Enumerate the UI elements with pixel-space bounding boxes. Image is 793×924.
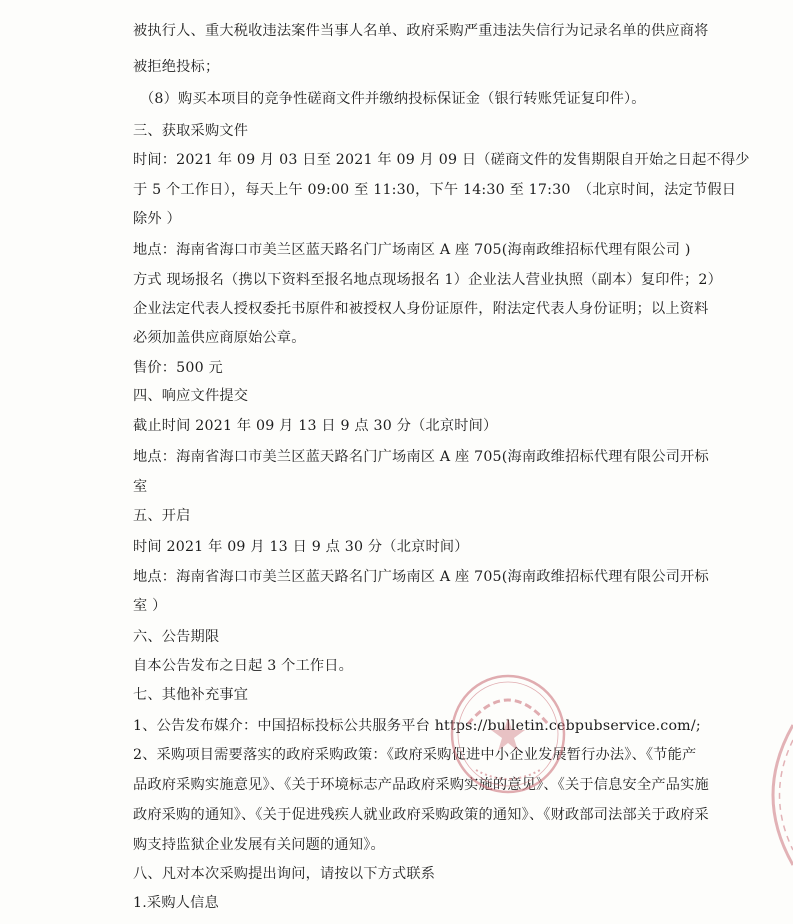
section-heading: 四、响应文件提交 [133, 388, 249, 404]
section-heading: 八、凡对本次采购提出询问，请按以下方式联系 [133, 866, 436, 882]
text-line: 时间 2021 年 09 月 13 日 9 点 30 分（北京时间） [133, 539, 469, 555]
text-line: 室 ） [133, 598, 167, 614]
text-line: 自本公告发布之日起 3 个工作日。 [133, 658, 354, 674]
section-heading: 五、开启 [133, 508, 191, 524]
text-line: 地点：海南省海口市美兰区蓝天路名门广场南区 A 座 705(海南政维招标代理有限公司开标 [133, 569, 709, 585]
section-heading: 七、其他补充事宜 [133, 687, 249, 703]
list-item: （8）购买本项目的竞争性磋商文件并缴纳投标保证金（银行转账凭证复印件）。 [140, 91, 646, 107]
text-line: 被执行人、重大税收违法案件当事人名单、政府采购严重违法失信行为记录名单的供应商将 [133, 23, 709, 39]
text-line: 地点：海南省海口市美兰区蓝天路名门广场南区 A 座 705(海南政维招标代理有限公司 ) [133, 242, 691, 258]
text-line: 政府采购的通知》、《关于促进残疾人就业政府采购政策的通知》、《财政部司法部关于政府采 [133, 807, 709, 823]
text-line: 购支持监狱企业发展有关问题的通知》。 [133, 837, 385, 853]
section-heading: 三、获取采购文件 [133, 123, 249, 139]
text-line: 截止时间 2021 年 09 月 13 日 9 点 30 分（北京时间） [133, 418, 498, 434]
text-line: 售价：500 元 [133, 360, 223, 376]
text-line: 室 [133, 479, 148, 495]
text-line: 1.采购人信息 [133, 895, 219, 911]
text-line: 必须加盖供应商原始公章。 [133, 330, 306, 346]
text-line: 地点：海南省海口市美兰区蓝天路名门广场南区 A 座 705(海南政维招标代理有限公司开标 [133, 449, 709, 465]
text-line: 品政府采购实施意见》、《关于环境标志产品政府采购实施的意见》、《关于信息安全产品实施 [133, 777, 709, 793]
text-line: 1、公告发布媒介：中国招标投标公共服务平台 https://bulletin.cebpubservice.com/; [133, 718, 701, 734]
text-line: 于 5 个工作日），每天上午 09:00 至 11:30，下午 14:30 至 17:30 （北京时间，法定节假日 [133, 182, 737, 198]
text-line: 企业法定代表人授权委托书原件和被授权人身份证原件，附法定代表人身份证明；以上资料 [133, 301, 709, 317]
text-line: 方式 现场报名（携以下资料至报名地点现场报名 1）企业法人营业执照（副本）复印件；2） [133, 272, 722, 288]
text-line: 2、采购项目需要落实的政府采购政策：《政府采购促进中小企业发展暂行办法》、《节能产 [133, 747, 697, 763]
text-line: 被拒绝投标； [133, 59, 220, 75]
text-line: 时间：2021 年 09 月 03 日至 2021 年 09 月 09 日（磋商文件的发售期限自开始之日起不得少 [133, 152, 750, 168]
section-heading: 六、公告期限 [133, 629, 220, 645]
text-line: 除外 ） [133, 211, 181, 227]
partial-seal-icon [748, 720, 793, 870]
